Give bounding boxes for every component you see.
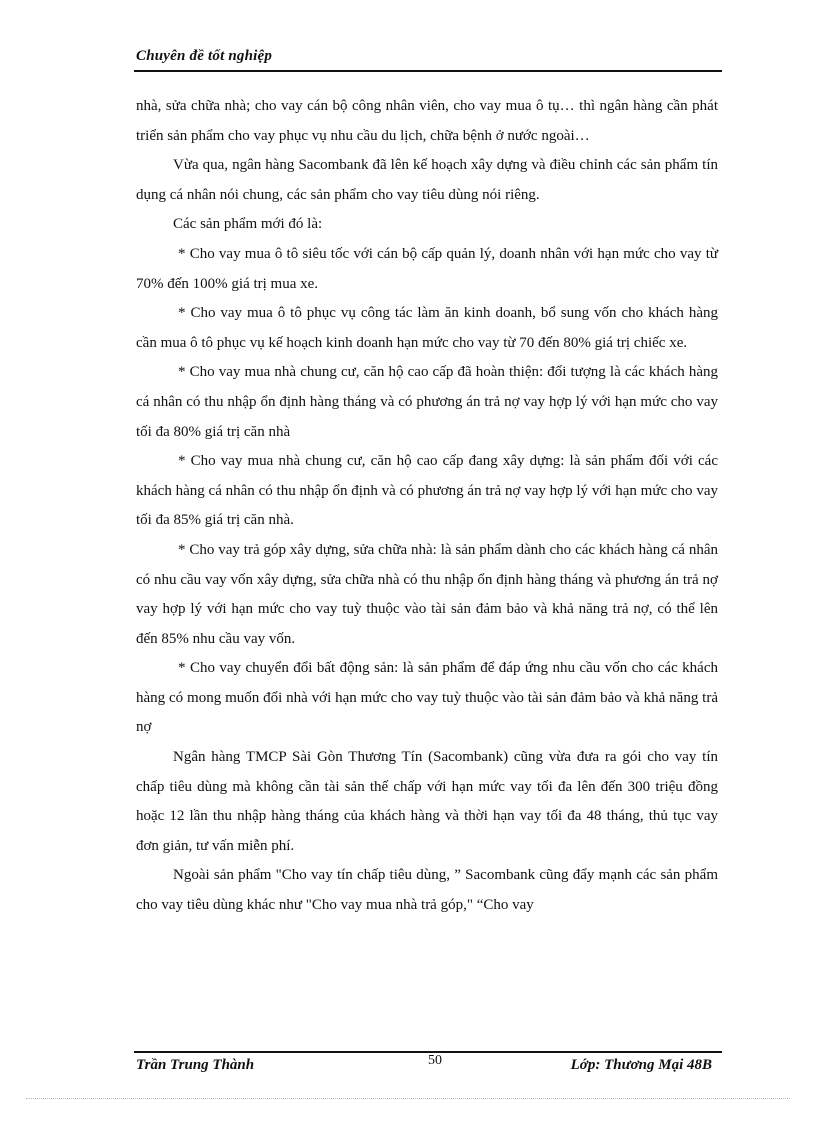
list-item: * Cho vay trả góp xây dựng, sửa chữa nhà: là sản phẩm dành cho các khách hàng cá nhân có nhu cầu vay vốn xây dựng, sửa chữa nhà có thu nhập ổn định hàng tháng và phương án trả nợ vay hợp lý với hạn mức cho vay tuỳ thuộc vào tài sản đảm bảo và khả năng trả nợ, có thể lên đến 85% nhu cầu vay vốn. (136, 541, 718, 647)
footer-class: Lớp: Thương Mại 48B (570, 1057, 712, 1073)
list-item: * Cho vay mua nhà chung cư, căn hộ cao cấp đã hoàn thiện: đối tượng là các khách hàng cá nhân có thu nhập ổn định hàng tháng và có phương án trả nợ vay hợp lý với hạn mức cho vay tối đa 80% giá trị căn nhà (136, 364, 718, 440)
header-title: Chuyên đề tốt nghiệp (136, 48, 273, 64)
page-number: 50 (428, 1053, 442, 1068)
paragraph: Vừa qua, ngân hàng Sacombank đã lên kế hoạch xây dựng và điều chỉnh các sản phẩm tín dụng cá nhân nói chung, các sản phẩm cho vay tiêu dùng nói riêng. (136, 157, 718, 203)
footer-author: Trần Trung Thành (136, 1057, 255, 1073)
list-item: * Cho vay chuyển đổi bất động sản: là sản phẩm để đáp ứng nhu cầu vốn cho các khách hàng có mong muốn đổi nhà với hạn mức cho vay tuỳ thuộc vào tài sản đảm bảo và khả năng trả nợ (136, 660, 718, 736)
page-boundary (26, 1098, 790, 1099)
header-divider (134, 70, 722, 72)
list-item: * Cho vay mua ô tô siêu tốc với cán bộ cấp quản lý, doanh nhân với hạn mức cho vay từ 70% đến 100% giá trị mua xe. (136, 245, 718, 292)
paragraph: Ngân hàng TMCP Sài Gòn Thương Tín (Sacombank) cũng vừa đưa ra gói cho vay tín chấp tiêu dùng mà không cần tài sản thế chấp với hạn mức vay tối đa lên đến 300 triệu đồng hoặc 12 lần thu nhập hàng tháng của khách hàng và thời hạn vay tối đa 48 tháng, thủ tục vay đơn giản, tư vấn miễn phí. (136, 749, 718, 854)
paragraph: nhà, sửa chữa nhà; cho vay cán bộ công nhân viên, cho vay mua ô tụ… thì ngân hàng cần phát triển sản phẩm cho vay phục vụ nhu cầu du lịch, chữa bệnh ở nước ngoài… (136, 98, 718, 144)
list-item: * Cho vay mua ô tô phục vụ công tác làm ăn kinh doanh, bổ sung vốn cho khách hàng cần mua ô tô phục vụ kế hoạch kinh doanh hạn mức cho vay từ 70 đến 80% giá trị chiếc xe. (136, 305, 718, 351)
list-item: * Cho vay mua nhà chung cư, căn hộ cao cấp đang xây dựng: là sản phẩm đối với các khách hàng cá nhân có thu nhập ổn định và có phương án trả nợ vay hợp lý với hạn mức cho vay tối đa 85% giá trị căn nhà. (136, 453, 718, 529)
body-text (136, 92, 718, 921)
paragraph: Các sản phẩm mới đó là: (173, 216, 323, 233)
paragraph: Ngoài sản phẩm "Cho vay tín chấp tiêu dùng, ” Sacombank cũng đẩy mạnh các sản phẩm cho vay tiêu dùng khác như "Cho vay mua nhà trả góp," “Cho vay (136, 867, 718, 914)
